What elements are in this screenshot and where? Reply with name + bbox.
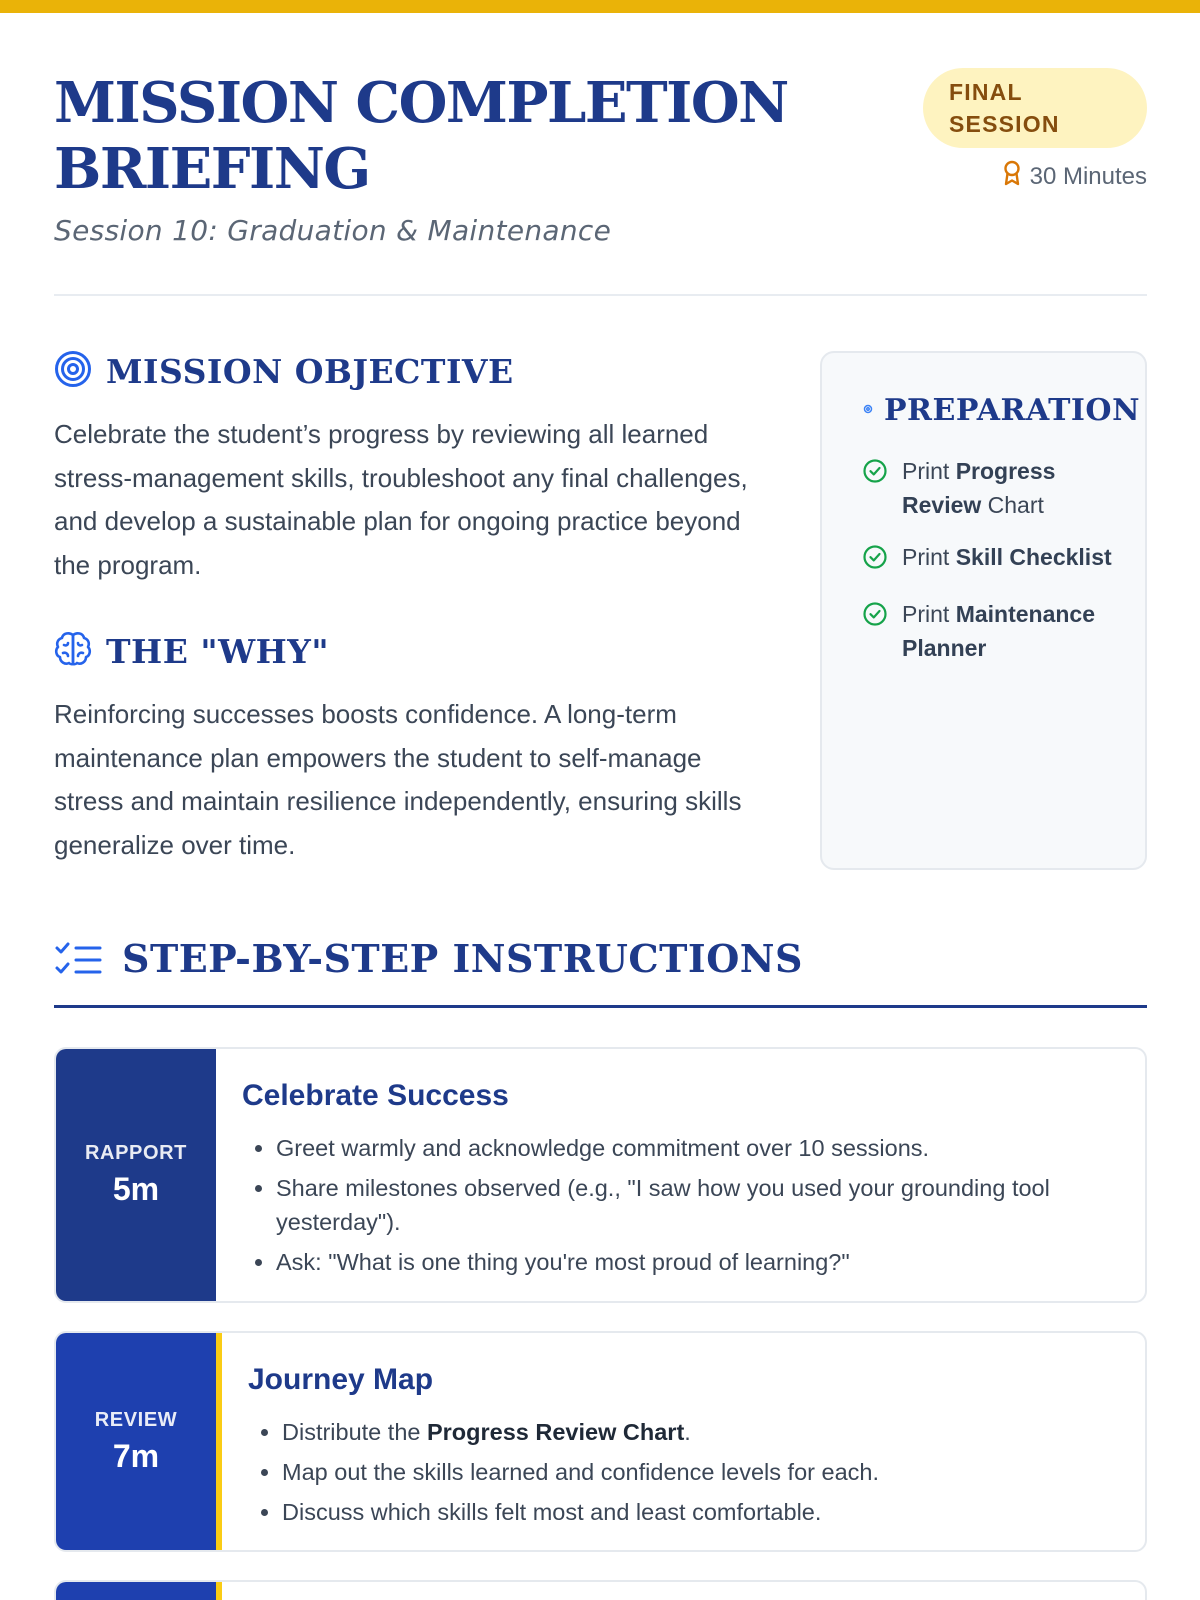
step-bullets: [242, 1131, 1105, 1279]
brain-icon: [54, 630, 92, 673]
check-circle-icon: [862, 458, 888, 522]
prep-item: Print Skill Checklist: [862, 540, 1117, 579]
objective-heading: MISSION OBJECTIVE: [106, 352, 514, 391]
check-circle-icon: [862, 544, 888, 579]
duration-text: 30 Minutes: [1029, 162, 1147, 190]
step-card: [54, 1047, 1147, 1303]
step-title: Celebrate Success: [242, 1079, 509, 1112]
step-bullets: [248, 1415, 1105, 1529]
top-accent-bar: [0, 0, 1200, 13]
mission-objective-section: [54, 350, 774, 587]
duration-label: [1002, 160, 1147, 193]
step-minutes: 5m: [112, 1171, 160, 1207]
preparation-list: [862, 454, 1117, 665]
page-header: [54, 70, 1147, 247]
objective-text: Celebrate the student’s progress by reviewing all learned stress-management skills, troubleshoot any final challenges, and develop a sustainable plan for ongoing practice beyond the program.: [54, 419, 748, 580]
list-checks-icon: [54, 940, 102, 985]
step-bullet: • Discuss which skills felt most and least comfortable.: [282, 1495, 1105, 1529]
step-bullet: • Distribute the Progress Review Chart.: [282, 1415, 1105, 1449]
why-heading: THE "WHY": [106, 632, 330, 671]
step-phase-panel: [56, 1582, 216, 1600]
step-phase-panel: [56, 1333, 216, 1550]
step-bullet: • Greet warmly and acknowledge commitment over 10 sessions.: [276, 1131, 1105, 1165]
step-phase-label: REVIEW: [94, 1408, 178, 1431]
award-icon: [1002, 160, 1022, 193]
page-title: MISSION COMPLETION BRIEFING: [54, 70, 788, 202]
step-card: [54, 1331, 1147, 1552]
step-phase-panel: [56, 1049, 216, 1301]
step-phase-label: RAPPORT: [85, 1142, 187, 1164]
step-title: Journey Map: [248, 1363, 434, 1396]
step-bullet: • Share milestones observed (e.g., "I saw how you used your grounding tool yesterday").: [276, 1171, 1105, 1239]
steps-heading: STEP-BY-STEP INSTRUCTIONS: [122, 936, 803, 981]
gear-icon: [862, 402, 874, 420]
check-circle-icon: [862, 601, 888, 665]
status-badge: FINAL SESSION: [923, 68, 1147, 148]
step-bullet: • Ask: "What is one thing you're most proud of learning?": [276, 1245, 1105, 1279]
step-bullet: • Map out the skills learned and confidence levels for each.: [282, 1455, 1105, 1489]
steps-section-header: [54, 936, 1147, 1008]
preparation-panel: [820, 351, 1147, 870]
why-section: [54, 630, 774, 867]
preparation-heading: PREPARATION: [884, 393, 1140, 428]
target-icon: [54, 350, 92, 393]
why-text: Reinforcing successes boosts confidence. A long-term maintenance plan empowers the student to self-manage stress and maintain resilience independently, ensuring skills generalize over time.: [54, 699, 742, 860]
step-minutes: 7m: [112, 1437, 160, 1474]
step-card-partial: [54, 1580, 1147, 1600]
prep-item: Print Progress Review Chart: [862, 454, 1117, 522]
header-divider: [54, 294, 1147, 296]
page-subtitle: Session 10: Graduation & Maintenance: [54, 214, 612, 247]
prep-item: Print Maintenance Planner: [862, 597, 1117, 665]
